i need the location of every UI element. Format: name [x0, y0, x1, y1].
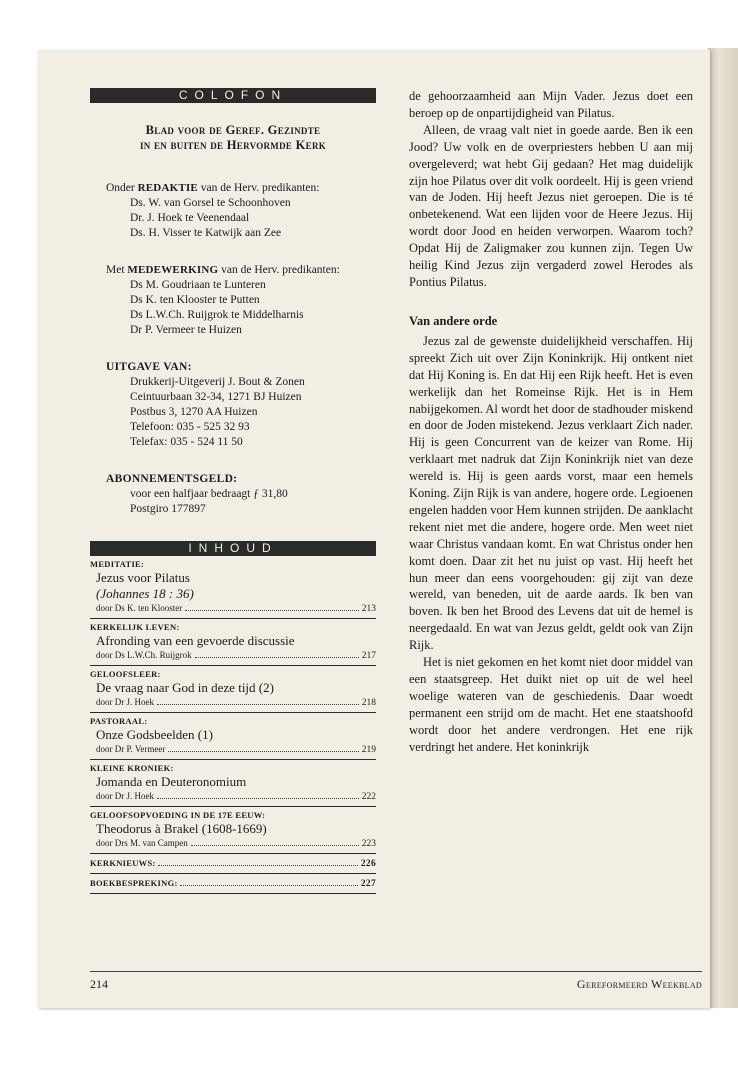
redaktie-lead-bold: REDAKTIE: [137, 182, 198, 194]
toc-title: Jezus voor Pilatus: [96, 570, 190, 585]
toc-author-line: [96, 790, 376, 803]
toc-category-line: [90, 877, 376, 890]
toc-page: 223: [361, 839, 376, 849]
uitgave-line: Drukkerij-Uitgeverij J. Bout & Zonen: [130, 376, 305, 388]
toc-page: 213: [361, 604, 376, 614]
toc-title: Onze Godsbeelden (1): [96, 727, 213, 742]
toc-category: KERKNIEUWS:: [90, 858, 156, 868]
abonnement-line: Postgiro 177897: [130, 503, 206, 515]
toc-author: door Dr P. Vermeer: [96, 744, 166, 754]
medewerking-person: Ds K. ten Klooster te Putten: [130, 294, 260, 306]
colofon-title-line2: in en buiten de Hervormde Kerk: [139, 138, 327, 152]
toc-category: KLEINE KRONIEK:: [90, 763, 174, 773]
toc-author-line: [96, 837, 376, 850]
toc-title: De vraag naar God in deze tijd (2): [96, 680, 274, 695]
toc-author-line: [96, 649, 376, 662]
article-paragraph: Het is niet gekomen en het komt niet door middel van een staatsgreep. Het duikt niet op uit de wel heel woelige wateren van de geschiedenis. Daar woedt permanent een strijd om de macht. Het ene staatshoofd wordt door het andere verdrongen. Het ene rijk verdringt het andere. Het koninkrijk: [409, 655, 693, 754]
toc-title: Theodorus à Brakel (1608-1669): [96, 821, 267, 836]
leader-dots: [185, 610, 359, 611]
medewerking-person: Ds L.W.Ch. Ruijgrok te Middelharnis: [130, 309, 304, 321]
inhoud-heading: INHOUD: [90, 541, 376, 556]
toc-item-single: [90, 874, 376, 894]
uitgave-line: Telefoon: 035 - 525 32 93: [130, 421, 250, 433]
leader-dots: [158, 865, 358, 866]
toc-category: KERKELIJK LEVEN:: [90, 622, 180, 632]
leader-dots: [195, 657, 359, 658]
uitgave-lines: [130, 375, 376, 450]
toc-item: [90, 556, 376, 619]
toc-author-line: [96, 602, 376, 615]
article-paragraph: Jezus zal de gewenste duidelijkheid verschaffen. Hij spreekt Zich uit over Zijn Koninkrijk. Hij ontkent niet dat Hij Koning is. En dat Hij een Rijk heeft. Het is even werkelijk dan het Romeinse Rijk. Het is in Hem nabijgekomen. Al wordt het door de stadhouder miskend en door de Joden mistekend. Jezus verklaart Zich nader. Hij is geen Concurrent van de keizer van Rome. Hij verklaart met nadruk dat Zijn Koninkrijk niet van deze wereld is. Hij is geen aards vorst, maar een hemels Koning. Zijn Rijk is van andere, hogere orde. Legioenen engelen hadden voor Hem kunnen strijden. De aanklacht rekent niet met die andere, hogere orde. Men weet niet waar Christus vandaan komt. En wat Christus onder hen komt doen. Daar zit het nu juist op vast. Hij heeft het hun meer dan eens voorgehouden: gij zijt van deze wereld, van beneden, uit de aarde aards. Ik ben van boven. Ik ben het Brood des Levens dat uit de hemel is neergedaald. En wat van Jezus geldt, geldt ook van Zijn Rijk.: [409, 333, 693, 653]
redaktie-lead-before: Onder: [106, 182, 138, 194]
inhoud-box: [90, 541, 376, 894]
uitgave-title: UITGAVE VAN:: [106, 361, 192, 373]
toc-author-line: [96, 743, 376, 756]
toc-category: MEDITATIE:: [90, 559, 145, 569]
page-edge-shadow: [708, 48, 738, 1008]
toc-category: GELOOFSOPVOEDING IN DE 17E EEUW:: [90, 810, 266, 820]
medewerking-lead-before: Met: [106, 264, 128, 276]
colofon-title: [90, 123, 376, 153]
leader-dots: [157, 704, 359, 705]
toc-item: [90, 807, 376, 854]
medewerking-person: Ds M. Goudriaan te Lunteren: [130, 279, 266, 291]
toc-category: GELOOFSLEER:: [90, 669, 161, 679]
medewerking-lead: [106, 263, 376, 278]
leader-dots: [191, 845, 359, 846]
uitgave-line: Ceintuurbaan 32-34, 1271 BJ Huizen: [130, 391, 302, 403]
toc-author: door Dr J. Hoek: [96, 697, 154, 707]
footer-rule: [90, 971, 702, 972]
leader-dots: [180, 885, 358, 886]
article-paragraph: Alleen, de vraag valt niet in goede aarde. Ben ik een Jood? Uw volk en de overpriesters hebben U aan mij overgeleverd; wat hebt Gij gedaan? Het mag duidelijk zijn hoe Pilatus over dit volk oordeelt. Hij is geen vriend van de Joden. Hij heeft Jezus niet geroepen. Die is té onbetekenend. Wat een lijden voor de Heere Jezus. Hij wordt door Jood en heiden verworpen. Waarom toch? Opdat Hij de Zaligmaker zou kunnen zijn. Tegen Uw heilig Kind Jezus zijn vergaderd zowel Herodes als Pontius Pilatus.: [409, 122, 693, 289]
colofon-heading: COLOFON: [90, 88, 376, 103]
abonnement-line: voor een halfjaar bedraagt ƒ 31,80: [130, 488, 288, 500]
medewerking-block: [90, 263, 376, 338]
toc-title: Afronding van een gevoerde discussie: [96, 633, 295, 648]
redaktie-person: Ds. H. Visser te Katwijk aan Zee: [130, 227, 282, 239]
redaktie-lead: [106, 181, 376, 196]
toc-author: door Drs M. van Campen: [96, 838, 188, 848]
uitgave-line: Postbus 3, 1270 AA Huizen: [130, 406, 258, 418]
abonnement-title: ABONNEMENTSGELD:: [106, 473, 238, 485]
redaktie-person: Dr. J. Hoek te Veenendaal: [130, 212, 250, 224]
medewerking-lead-after: van de Herv. predikanten:: [218, 264, 340, 276]
abonnement-block: [90, 472, 376, 517]
medewerking-lead-bold: MEDEWERKING: [127, 264, 219, 276]
redaktie-block: [90, 181, 376, 241]
toc-subtitle: (Johannes 18 : 36): [96, 586, 194, 601]
colofon-title-line1: Blad voor de Geref. Gezindte: [145, 123, 321, 137]
left-column: [90, 88, 376, 894]
running-head: Gereformeerd Weekblad: [576, 977, 702, 991]
toc-author: door Dr J. Hoek: [96, 791, 154, 801]
toc-author: door Ds K. ten Klooster: [96, 603, 183, 613]
toc-item: [90, 619, 376, 666]
leader-dots: [157, 798, 359, 799]
uitgave-block: [90, 360, 376, 450]
toc-item: [90, 666, 376, 713]
toc-category-line: [90, 857, 376, 870]
toc-author-line: [96, 696, 376, 709]
page-number: 214: [90, 977, 108, 991]
toc-page: 222: [361, 792, 376, 802]
abonnement-lines: [130, 487, 376, 517]
magazine-page: [38, 50, 710, 1008]
article-paragraph: de gehoorzaamheid aan Mijn Vader. Jezus doet een beroep op de onpartijdigheid van Pilatus.: [409, 89, 693, 120]
leader-dots: [168, 751, 358, 752]
article-column: [409, 88, 693, 756]
redaktie-person: Ds. W. van Gorsel te Schoonhoven: [130, 197, 291, 209]
medewerking-person: Dr P. Vermeer te Huizen: [130, 324, 242, 336]
toc-category: BOEKBESPREKING:: [90, 878, 178, 888]
redaktie-lead-after: van de Herv. predikanten:: [197, 182, 320, 194]
toc-page: 217: [361, 651, 376, 661]
toc-page: 227: [360, 879, 376, 889]
toc-page: 226: [360, 859, 376, 869]
toc-page: 219: [361, 745, 376, 755]
toc-item-single: [90, 854, 376, 874]
toc-item: [90, 713, 376, 760]
toc-page: 218: [361, 698, 376, 708]
toc-title: Jomanda en Deuteronomium: [96, 774, 247, 789]
toc-item: [90, 760, 376, 807]
uitgave-line: Telefax: 035 - 524 11 50: [130, 436, 243, 448]
toc-author: door Ds L.W.Ch. Ruijgrok: [96, 650, 192, 660]
article-subheading: Van andere orde: [409, 313, 498, 328]
toc-category: PASTORAAL:: [90, 716, 148, 726]
